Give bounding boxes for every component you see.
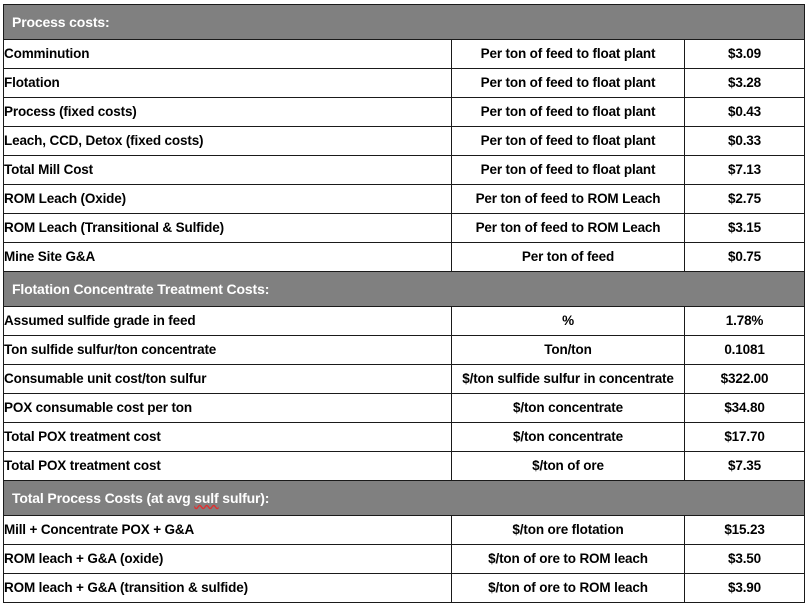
row-unit-cell: $/ton concentrate xyxy=(452,423,685,452)
table-row xyxy=(4,516,805,545)
table-row xyxy=(4,156,805,185)
table-row xyxy=(4,243,805,272)
row-value-cell: $15.23 xyxy=(685,516,805,545)
row-label-cell: ROM leach + G&A (oxide) xyxy=(4,545,452,574)
section-header-flotation-concentrate-treatment-costs: Flotation Concentrate Treatment Costs: xyxy=(4,272,805,307)
row-unit-cell: % xyxy=(452,307,685,336)
row-value-cell: $2.75 xyxy=(685,185,805,214)
row-unit-cell: $/ton of ore to ROM leach xyxy=(452,574,685,603)
table-row xyxy=(4,98,805,127)
section-header-process-costs: Process costs: xyxy=(4,5,805,40)
table-row xyxy=(4,40,805,69)
row-label-cell: Leach, CCD, Detox (fixed costs) xyxy=(4,127,452,156)
row-value-cell: $3.15 xyxy=(685,214,805,243)
row-unit-cell: Per ton of feed to ROM Leach xyxy=(452,214,685,243)
section-header-text: Total Process Costs (at avg xyxy=(12,490,195,506)
row-value-cell: $0.75 xyxy=(685,243,805,272)
row-value-cell: $34.80 xyxy=(685,394,805,423)
row-unit-cell: Per ton of feed to float plant xyxy=(452,156,685,185)
misspelled-word: sulf xyxy=(194,490,219,506)
row-unit-cell: Per ton of feed to float plant xyxy=(452,40,685,69)
row-label-cell: Total Mill Cost xyxy=(4,156,452,185)
section-header-row xyxy=(4,272,805,307)
row-label-cell: Ton sulfide sulfur/ton concentrate xyxy=(4,336,452,365)
row-unit-cell: Per ton of feed to ROM Leach xyxy=(452,185,685,214)
table-row xyxy=(4,307,805,336)
row-label-cell: ROM Leach (Oxide) xyxy=(4,185,452,214)
row-label-cell: Process (fixed costs) xyxy=(4,98,452,127)
row-unit-cell: $/ton sulfide sulfur in concentrate xyxy=(452,365,685,394)
section-header-total-process-costs xyxy=(4,481,805,516)
table-row xyxy=(4,574,805,603)
table-row xyxy=(4,69,805,98)
table-row xyxy=(4,545,805,574)
row-label-cell: ROM Leach (Transitional & Sulfide) xyxy=(4,214,452,243)
section-header-text-tail: sulfur): xyxy=(218,490,270,506)
process-costs-table xyxy=(3,4,805,603)
row-value-cell: $3.90 xyxy=(685,574,805,603)
row-value-cell: $3.50 xyxy=(685,545,805,574)
row-label-cell: Mill + Concentrate POX + G&A xyxy=(4,516,452,545)
table-row xyxy=(4,127,805,156)
table-row xyxy=(4,336,805,365)
table-body xyxy=(4,5,805,603)
row-label-cell: Consumable unit cost/ton sulfur xyxy=(4,365,452,394)
row-label-cell: Flotation xyxy=(4,69,452,98)
row-value-cell: $3.28 xyxy=(685,69,805,98)
row-label-cell: Assumed sulfide grade in feed xyxy=(4,307,452,336)
row-value-cell: $7.13 xyxy=(685,156,805,185)
row-value-cell: $3.09 xyxy=(685,40,805,69)
row-value-cell: 1.78% xyxy=(685,307,805,336)
table-row xyxy=(4,423,805,452)
table-row xyxy=(4,394,805,423)
table-row xyxy=(4,185,805,214)
row-label-cell: ROM leach + G&A (transition & sulfide) xyxy=(4,574,452,603)
row-unit-cell: $/ton ore flotation xyxy=(452,516,685,545)
row-unit-cell: Per ton of feed xyxy=(452,243,685,272)
row-value-cell: 0.1081 xyxy=(685,336,805,365)
table-row xyxy=(4,214,805,243)
section-header-row xyxy=(4,481,805,516)
row-value-cell: $0.33 xyxy=(685,127,805,156)
row-unit-cell: Per ton of feed to float plant xyxy=(452,98,685,127)
table-row xyxy=(4,365,805,394)
row-label-cell: POX consumable cost per ton xyxy=(4,394,452,423)
row-unit-cell: $/ton of ore xyxy=(452,452,685,481)
row-label-cell: Mine Site G&A xyxy=(4,243,452,272)
row-value-cell: $322.00 xyxy=(685,365,805,394)
row-value-cell: $0.43 xyxy=(685,98,805,127)
row-label-cell: Comminution xyxy=(4,40,452,69)
row-value-cell: $17.70 xyxy=(685,423,805,452)
row-unit-cell: Per ton of feed to float plant xyxy=(452,69,685,98)
section-header-row xyxy=(4,5,805,40)
row-unit-cell: Per ton of feed to float plant xyxy=(452,127,685,156)
row-value-cell: $7.35 xyxy=(685,452,805,481)
row-label-cell: Total POX treatment cost xyxy=(4,423,452,452)
row-unit-cell: $/ton concentrate xyxy=(452,394,685,423)
row-label-cell: Total POX treatment cost xyxy=(4,452,452,481)
row-unit-cell: Ton/ton xyxy=(452,336,685,365)
row-unit-cell: $/ton of ore to ROM leach xyxy=(452,545,685,574)
table-row xyxy=(4,452,805,481)
